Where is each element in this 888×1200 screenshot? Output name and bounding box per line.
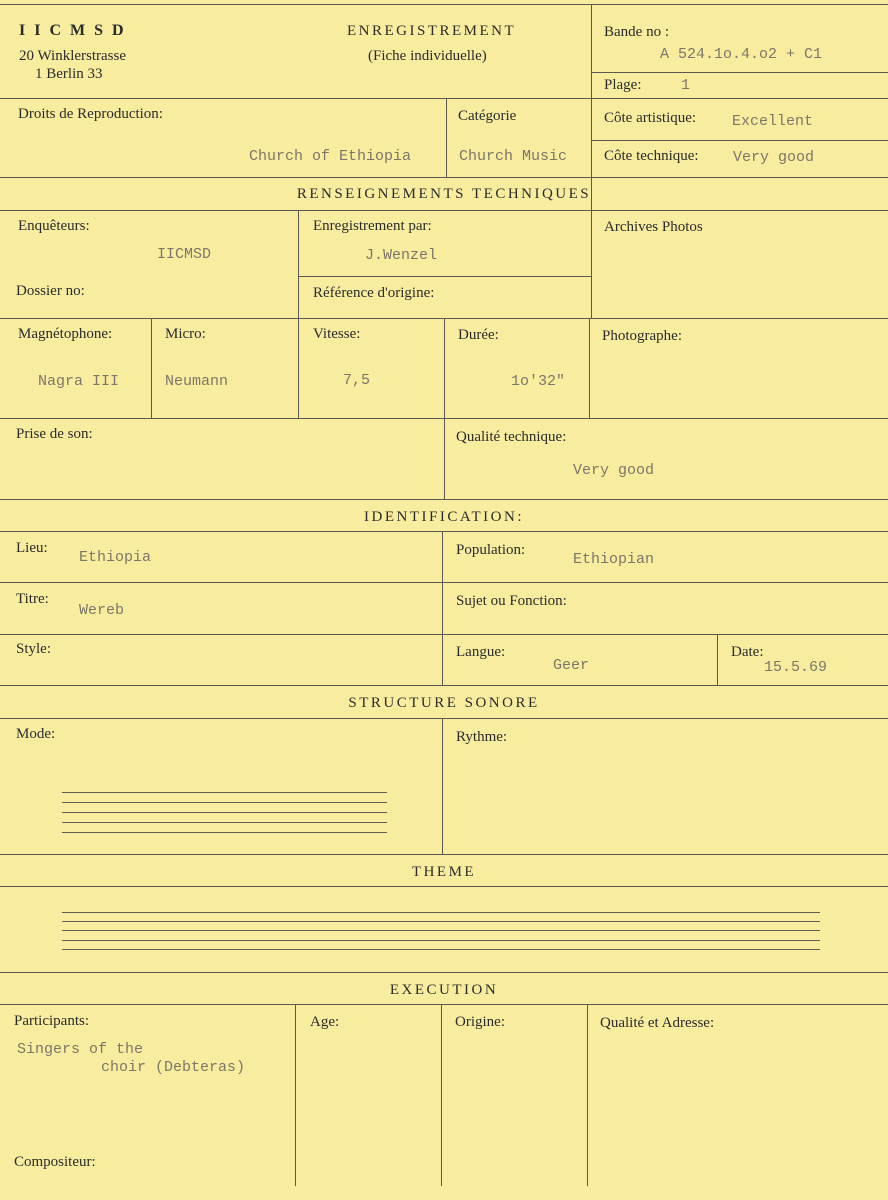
rule: [298, 276, 591, 277]
section-heading-execution: EXECUTION: [389, 982, 499, 998]
rule: [0, 177, 888, 178]
lieu-label: Lieu:: [16, 540, 48, 556]
enregistrement-par-value: J.Wenzel: [365, 247, 438, 264]
participants-label: Participants:: [14, 1013, 89, 1029]
theme-staff-line: [62, 930, 820, 931]
rule: [591, 4, 592, 318]
rule: [589, 318, 590, 418]
rule: [587, 1004, 588, 1186]
qualite-adresse-label: Qualité et Adresse:: [600, 1015, 715, 1031]
rule: [0, 634, 888, 635]
form-subtitle: (Fiche individuelle): [368, 48, 487, 64]
rule: [0, 531, 888, 532]
rule: [0, 1004, 888, 1005]
theme-staff-line: [62, 921, 820, 922]
duree-label: Durée:: [458, 327, 499, 343]
enqueteurs-label: Enquêteurs:: [18, 218, 90, 234]
bande-label: Bande no :: [604, 24, 669, 40]
rule: [0, 685, 888, 686]
cote-technique-label: Côte technique:: [604, 148, 699, 164]
categorie-label: Catégorie: [458, 108, 517, 124]
vitesse-label: Vitesse:: [313, 326, 361, 342]
cote-technique-value: Very good: [733, 149, 815, 166]
sujet-label: Sujet ou Fonction:: [456, 593, 567, 609]
plage-label: Plage:: [604, 77, 642, 93]
reference-label: Référence d'origine:: [313, 285, 435, 301]
theme-staff-line: [62, 949, 820, 950]
section-heading-theme: THEME: [411, 864, 477, 880]
rule: [442, 531, 443, 685]
plage-value: 1: [681, 77, 691, 94]
rule: [442, 718, 443, 854]
rule: [0, 886, 888, 887]
rule: [717, 634, 718, 685]
rule: [0, 854, 888, 855]
rule: [591, 140, 888, 141]
enregistrement-par-label: Enregistrement par:: [313, 218, 432, 234]
rule: [0, 499, 888, 500]
form-title: ENREGISTREMENT: [347, 23, 517, 39]
mode-staff-line: [62, 832, 387, 833]
titre-label: Titre:: [16, 591, 49, 607]
rule: [591, 72, 888, 73]
origine-label: Origine:: [455, 1014, 505, 1030]
rule: [151, 318, 152, 418]
rule: [446, 98, 447, 178]
institution-logo: IICMSD: [19, 22, 133, 39]
enqueteurs-value: IICMSD: [157, 246, 212, 263]
rule: [0, 210, 888, 211]
categorie-value: Church Music: [459, 148, 568, 165]
mode-staff-line: [62, 792, 387, 793]
compositeur-label: Compositeur:: [14, 1154, 96, 1170]
theme-staff-line: [62, 940, 820, 941]
rythme-label: Rythme:: [456, 729, 508, 745]
lieu-value: Ethiopia: [79, 549, 152, 566]
photographe-label: Photographe:: [602, 328, 682, 344]
mode-staff-line: [62, 802, 387, 803]
participants-value-line-2: choir (Debteras): [101, 1059, 246, 1076]
rule: [0, 4, 888, 5]
rule: [0, 418, 888, 419]
mode-staff-line: [62, 812, 387, 813]
age-label: Age:: [310, 1014, 340, 1030]
rule: [0, 98, 888, 99]
vitesse-value: 7,5: [343, 372, 371, 389]
droits-label: Droits de Reproduction:: [18, 106, 163, 122]
rule: [444, 318, 445, 500]
micro-label: Micro:: [165, 326, 206, 342]
address-line-1: 20 Winklerstrasse: [19, 48, 127, 64]
section-heading-structure: STRUCTURE SONORE: [348, 695, 540, 711]
qualite-technique-label: Qualité technique:: [456, 429, 567, 445]
section-heading-identification: IDENTIFICATION:: [364, 509, 524, 525]
rule: [0, 972, 888, 973]
mode-staff-line: [62, 822, 387, 823]
rule: [441, 1004, 442, 1186]
date-label: Date:: [731, 644, 764, 660]
rule: [0, 718, 888, 719]
address-line-2: 1 Berlin 33: [35, 66, 103, 82]
style-label: Style:: [16, 641, 52, 657]
date-value: 15.5.69: [764, 659, 828, 676]
duree-value: 1o'32": [511, 373, 566, 390]
dossier-label: Dossier no:: [16, 283, 85, 299]
micro-value: Neumann: [165, 373, 229, 390]
prise-de-son-label: Prise de son:: [16, 426, 93, 442]
population-value: Ethiopian: [573, 551, 655, 568]
participants-value-line-1: Singers of the: [17, 1041, 144, 1058]
theme-staff-line: [62, 912, 820, 913]
cote-artistique-value: Excellent: [732, 113, 814, 130]
titre-value: Wereb: [79, 602, 125, 619]
qualite-technique-value: Very good: [573, 462, 655, 479]
rule: [298, 210, 299, 418]
population-label: Population:: [456, 542, 526, 558]
bande-value: A 524.1o.4.o2 + C1: [660, 46, 823, 63]
magnetophone-value: Nagra III: [38, 373, 120, 390]
mode-label: Mode:: [16, 726, 56, 742]
section-heading-technical: RENSEIGNEMENTS TECHNIQUES: [296, 186, 592, 202]
rule: [0, 582, 888, 583]
rule: [295, 1004, 296, 1186]
cote-artistique-label: Côte artistique:: [604, 110, 697, 126]
archives-photos-label: Archives Photos: [604, 219, 703, 235]
magnetophone-label: Magnétophone:: [18, 326, 113, 342]
langue-label: Langue:: [456, 644, 506, 660]
droits-value: Church of Ethiopia: [249, 148, 412, 165]
langue-value: Geer: [553, 657, 590, 674]
